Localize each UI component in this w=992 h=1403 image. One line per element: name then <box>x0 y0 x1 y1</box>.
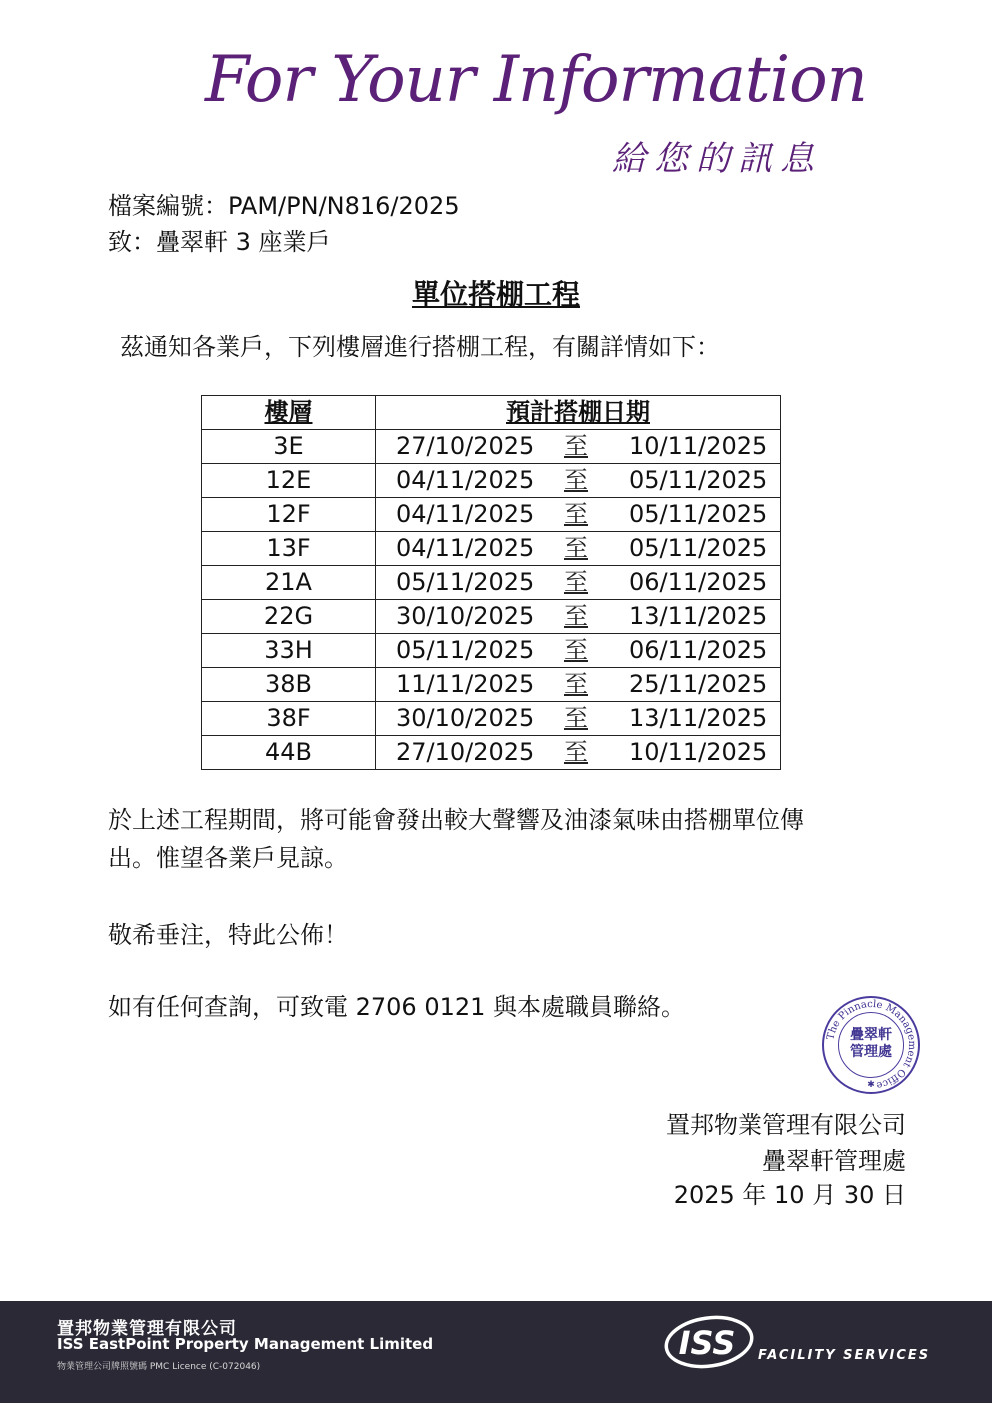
intro-paragraph: 茲通知各業戶，下列樓層進行搭棚工程，有關詳情如下： <box>120 333 720 361</box>
recipient-line: 致：疊翠軒 3 座業戶 <box>108 228 331 256</box>
date-range-cell <box>376 702 781 736</box>
floor-cell: 21A <box>202 566 376 600</box>
iss-logo <box>663 1314 759 1374</box>
start-date: 30/10/2025 <box>396 704 535 732</box>
floor-cell: 3E <box>202 430 376 464</box>
start-date: 27/10/2025 <box>396 738 535 766</box>
to-label: 至 <box>564 738 588 766</box>
table-body <box>202 430 781 770</box>
end-date: 13/11/2025 <box>629 602 768 630</box>
end-date: 10/11/2025 <box>629 432 768 460</box>
start-date: 04/11/2025 <box>396 500 535 528</box>
to-label: 至 <box>564 466 588 494</box>
notice-line-1: 於上述工程期間，將可能會發出較大聲響及油漆氣味由搭棚單位傳 <box>108 806 804 834</box>
date-column-header: 預計搭棚日期 <box>376 396 781 430</box>
floor-cell: 38F <box>202 702 376 736</box>
start-date: 04/11/2025 <box>396 534 535 562</box>
signature-company: 置邦物業管理有限公司 <box>666 1111 906 1139</box>
end-date: 13/11/2025 <box>629 704 768 732</box>
table-row <box>202 600 781 634</box>
table-row <box>202 430 781 464</box>
footer-company-english: ISS EastPoint Property Management Limited <box>57 1335 434 1353</box>
date-range-cell <box>376 430 781 464</box>
notice-line-2: 出。惟望各業戶見諒。 <box>108 844 348 872</box>
svg-text:ISS: ISS <box>678 1324 736 1362</box>
scaffolding-schedule-table <box>201 395 781 770</box>
end-date: 06/11/2025 <box>629 636 768 664</box>
floor-cell: 22G <box>202 600 376 634</box>
footer-licence: 物業管理公司牌照號碼 PMC Licence (C-072046) <box>57 1362 261 1372</box>
to-label: 至 <box>564 602 588 630</box>
start-date: 05/11/2025 <box>396 636 535 664</box>
table-row <box>202 702 781 736</box>
to-label: 至 <box>564 568 588 596</box>
table-row <box>202 532 781 566</box>
start-date: 05/11/2025 <box>396 568 535 596</box>
contact-info: 如有任何查詢，可致電 2706 0121 與本處職員聯絡。 <box>108 993 686 1021</box>
for-your-information-script: For Your Information <box>205 43 867 117</box>
facility-services-tagline: FACILITY SERVICES <box>758 1348 931 1363</box>
table-row <box>202 736 781 770</box>
closing-remark: 敬希垂注，特此公佈！ <box>108 921 348 949</box>
svg-text:The Pinnacle Management Office: The Pinnacle Management Office <box>825 998 918 1091</box>
floor-cell: 13F <box>202 532 376 566</box>
start-date: 27/10/2025 <box>396 432 535 460</box>
start-date: 11/11/2025 <box>396 670 535 698</box>
table-row <box>202 566 781 600</box>
floor-cell: 12F <box>202 498 376 532</box>
date-range-cell <box>376 566 781 600</box>
to-label: 至 <box>564 704 588 732</box>
signature-office: 疊翠軒管理處 <box>762 1147 906 1175</box>
date-range-cell <box>376 668 781 702</box>
signature-date: 2025 年 10 月 30 日 <box>673 1181 906 1209</box>
footer-company-chinese: 置邦物業管理有限公司 <box>57 1319 237 1339</box>
to-label: 至 <box>564 534 588 562</box>
date-range-cell <box>376 498 781 532</box>
date-range-cell <box>376 532 781 566</box>
footer-bar <box>0 1301 992 1403</box>
to-label: 至 <box>564 636 588 664</box>
end-date: 25/11/2025 <box>629 670 768 698</box>
date-range-cell <box>376 600 781 634</box>
end-date: 10/11/2025 <box>629 738 768 766</box>
table-row <box>202 464 781 498</box>
end-date: 05/11/2025 <box>629 534 768 562</box>
floor-cell: 33H <box>202 634 376 668</box>
to-label: 至 <box>564 670 588 698</box>
end-date: 06/11/2025 <box>629 568 768 596</box>
svg-text:✱: ✱ <box>867 1080 875 1090</box>
to-label: 至 <box>564 432 588 460</box>
end-date: 05/11/2025 <box>629 500 768 528</box>
to-label: 至 <box>564 500 588 528</box>
stamp-name-line-1: 疊翠軒 <box>850 1027 892 1043</box>
end-date: 05/11/2025 <box>629 466 768 494</box>
floor-column-header: 樓層 <box>202 396 376 430</box>
for-your-information-chinese-script: 給您的訊息 <box>612 139 822 179</box>
notice-title: 單位搭棚工程 <box>411 278 580 311</box>
table-row <box>202 634 781 668</box>
start-date: 30/10/2025 <box>396 602 535 630</box>
floor-cell: 38B <box>202 668 376 702</box>
table-header-row <box>202 396 781 430</box>
file-number: 檔案編號：PAM/PN/N816/2025 <box>108 192 460 220</box>
date-range-cell <box>376 634 781 668</box>
date-range-cell <box>376 736 781 770</box>
date-range-cell <box>376 464 781 498</box>
floor-cell: 12E <box>202 464 376 498</box>
table-row <box>202 668 781 702</box>
management-office-stamp <box>822 996 920 1094</box>
floor-cell: 44B <box>202 736 376 770</box>
start-date: 04/11/2025 <box>396 466 535 494</box>
stamp-name-line-2: 管理處 <box>850 1044 892 1060</box>
table-row <box>202 498 781 532</box>
